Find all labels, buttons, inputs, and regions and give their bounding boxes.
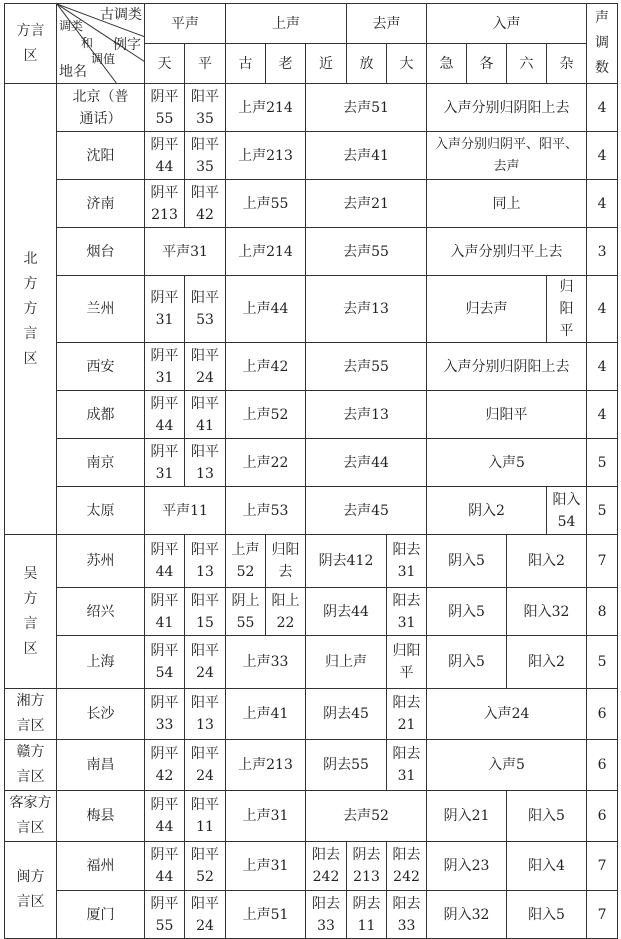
ru-cell: 归阳平 — [427, 391, 587, 439]
tone-count-cell: 4 — [587, 276, 618, 343]
ru-cell: 同上 — [427, 180, 587, 228]
ru-yang-cell: 阳入32 — [507, 588, 587, 636]
tone-count-cell: 7 — [587, 535, 618, 588]
corner-old-tone-class: 古调类 — [100, 7, 142, 23]
ru-yin-cell: 阴入23 — [427, 842, 507, 891]
place-name: 南昌 — [57, 740, 145, 791]
qu-yang-cell: 阳去21 — [387, 689, 427, 740]
qu-da-cell: 归阳平 — [387, 636, 427, 689]
place-name: 南京 — [57, 439, 145, 487]
qu-yin-cell: 阴去45 — [306, 689, 387, 740]
char-tian: 天 — [145, 44, 185, 84]
tone-count-cell: 5 — [587, 487, 618, 535]
shang-cell: 上声53 — [226, 487, 306, 535]
shang-gu-cell: 上声52 — [226, 535, 266, 588]
qu-fang-cell: 阴去213 — [347, 842, 387, 891]
region-north: 北方方言区 — [5, 84, 57, 535]
ping-cell: 平声11 — [145, 487, 226, 535]
ping-cell: 平声31 — [145, 228, 226, 276]
group-ru: 入声 — [427, 4, 587, 44]
qu-yin-cell: 阴去55 — [306, 740, 387, 791]
qu-yang-cell: 阳去31 — [387, 740, 427, 791]
ru-yin-cell: 阴入21 — [427, 791, 507, 842]
place-name: 上海 — [57, 636, 145, 689]
ru-cell: 入声24 — [427, 689, 587, 740]
place-name: 西安 — [57, 343, 145, 391]
tone-count-cell: 8 — [587, 588, 618, 636]
yinping-cell: 阴平41 — [145, 588, 185, 636]
shang-cell: 上声31 — [226, 842, 306, 891]
shang-cell: 上声44 — [226, 276, 306, 343]
tone-count-cell: 7 — [587, 842, 618, 891]
char-jin: 近 — [306, 44, 347, 84]
char-ji: 急 — [427, 44, 467, 84]
tone-count-cell: 6 — [587, 689, 618, 740]
tone-count-cell: 4 — [587, 180, 618, 228]
tone-count-cell: 5 — [587, 439, 618, 487]
qu-cell: 去声13 — [306, 391, 427, 439]
yinping-cell: 阴平44 — [145, 842, 185, 891]
yinping-cell: 阴平213 — [145, 180, 185, 228]
region-gan: 赣方言区 — [5, 740, 57, 791]
tone-count-cell: 7 — [587, 891, 618, 939]
qu-yin-cell: 阴去412 — [306, 535, 387, 588]
place-name: 长沙 — [57, 689, 145, 740]
yangping-cell: 阳平13 — [185, 535, 226, 588]
qu-cell: 去声21 — [306, 180, 427, 228]
group-qu: 去声 — [347, 4, 427, 44]
yangping-cell: 阳平24 — [185, 740, 226, 791]
place-name: 沈阳 — [57, 132, 145, 180]
region-min: 闽方言区 — [5, 842, 57, 939]
qu-cell: 去声45 — [306, 487, 427, 535]
ru-yang-cell: 阳入5 — [507, 791, 587, 842]
tone-count-cell: 4 — [587, 343, 618, 391]
ru-za-cell: 归阳平 — [547, 276, 587, 343]
place-name: 绍兴 — [57, 588, 145, 636]
ru-yin-cell: 阴入2 — [427, 487, 547, 535]
qu-cell: 去声44 — [306, 439, 427, 487]
ru-cell: 入声分别归平上去 — [427, 228, 587, 276]
corner-example-char: 例字 — [113, 37, 141, 53]
place-name: 苏州 — [57, 535, 145, 588]
place-name: 北京（普通话） — [57, 84, 145, 132]
qu-cell: 去声55 — [306, 228, 427, 276]
place-name: 福州 — [57, 842, 145, 891]
yangping-cell: 阳平42 — [185, 180, 226, 228]
yangping-cell: 阳平24 — [185, 891, 226, 939]
shang-cell: 上声51 — [226, 891, 306, 939]
shang-cell: 上声42 — [226, 343, 306, 391]
shang-cell: 上声55 — [226, 180, 306, 228]
yinping-cell: 阴平31 — [145, 343, 185, 391]
char-za: 杂 — [547, 44, 587, 84]
ru-cell: 入声5 — [427, 740, 587, 791]
corner-tone-class: 调类 — [59, 19, 84, 33]
char-da: 大 — [387, 44, 427, 84]
yangping-cell: 阳平35 — [185, 132, 226, 180]
group-ping: 平声 — [145, 4, 226, 44]
char-ping: 平 — [185, 44, 226, 84]
yangping-cell: 阳平24 — [185, 636, 226, 689]
shang-cell: 上声31 — [226, 791, 306, 842]
header-corner-cell — [57, 4, 145, 84]
tone-count-cell: 3 — [587, 228, 618, 276]
yangping-cell: 阳平15 — [185, 588, 226, 636]
region-hakka: 客家方言区 — [5, 791, 57, 842]
corner-and: 和 — [81, 36, 94, 50]
yinping-cell: 阴平31 — [145, 439, 185, 487]
ru-yang-cell: 阳入4 — [507, 842, 587, 891]
place-name: 厦门 — [57, 891, 145, 939]
tone-count-cell: 4 — [587, 391, 618, 439]
char-liu: 六 — [507, 44, 547, 84]
dialect-tone-table — [4, 3, 618, 939]
yangping-cell: 阳平13 — [185, 689, 226, 740]
place-name: 梅县 — [57, 791, 145, 842]
tone-count-cell: 4 — [587, 132, 618, 180]
place-name: 烟台 — [57, 228, 145, 276]
qu-cell: 去声55 — [306, 343, 427, 391]
yinping-cell: 阴平55 — [145, 891, 185, 939]
tone-count-cell: 6 — [587, 791, 618, 842]
ru-yang-cell: 阳入2 — [507, 535, 587, 588]
qu-jin-cell: 阳去242 — [306, 842, 347, 891]
yangping-cell: 阳平52 — [185, 842, 226, 891]
char-ge: 各 — [467, 44, 507, 84]
yinping-cell: 阴平44 — [145, 791, 185, 842]
shang-cell: 上声214 — [226, 228, 306, 276]
shang-cell: 上声22 — [226, 439, 306, 487]
shang-cell: 上声52 — [226, 391, 306, 439]
qu-cell: 去声51 — [306, 84, 427, 132]
yangping-cell: 阳平13 — [185, 439, 226, 487]
tone-count-cell: 4 — [587, 84, 618, 132]
place-name: 济南 — [57, 180, 145, 228]
yinping-cell: 阴平33 — [145, 689, 185, 740]
yangping-cell: 阳平41 — [185, 391, 226, 439]
place-name: 兰州 — [57, 276, 145, 343]
yinping-cell: 阴平44 — [145, 391, 185, 439]
ru-yin-cell: 阴入5 — [427, 636, 507, 689]
region-xiang: 湘方言区 — [5, 689, 57, 740]
header-tone-count: 声调数 — [587, 4, 618, 84]
char-lao: 老 — [266, 44, 306, 84]
shang-cell: 上声213 — [226, 740, 306, 791]
header-region: 方言区 — [5, 4, 57, 84]
ru-cell: 入声分别归阴阳上去 — [427, 343, 587, 391]
ru-yang-cell: 阳入54 — [547, 487, 587, 535]
char-fang: 放 — [347, 44, 387, 84]
ru-cell: 入声分别归阴平、阳平、去声 — [427, 132, 587, 180]
shang-cell: 上声41 — [226, 689, 306, 740]
qu-da-cell: 阳去242 — [387, 842, 427, 891]
yinping-cell: 阴平55 — [145, 84, 185, 132]
shang-cell: 上声33 — [226, 636, 306, 689]
corner-place-name: 地名 — [59, 64, 87, 80]
qu-fang-cell: 阴去11 — [347, 891, 387, 939]
yinping-cell: 阴平54 — [145, 636, 185, 689]
shang-cell: 上声213 — [226, 132, 306, 180]
qu-yang-cell: 阳去31 — [387, 535, 427, 588]
ru-cell: 入声分别归阴阳上去 — [427, 84, 587, 132]
shang-lao-cell: 归阳去 — [266, 535, 306, 588]
qu-jin-cell: 阳去33 — [306, 891, 347, 939]
ru-cell: 归去声 — [427, 276, 547, 343]
yangping-cell: 阳平24 — [185, 343, 226, 391]
ru-yin-cell: 阴入5 — [427, 535, 507, 588]
group-shang: 上声 — [226, 4, 347, 44]
ru-yin-cell: 阴入32 — [427, 891, 507, 939]
yinping-cell: 阴平44 — [145, 132, 185, 180]
yinping-cell: 阴平42 — [145, 740, 185, 791]
qu-cell: 去声41 — [306, 132, 427, 180]
qu-yang-cell: 阳去31 — [387, 588, 427, 636]
place-name: 成都 — [57, 391, 145, 439]
qu-yin-cell: 阴去44 — [306, 588, 387, 636]
yangping-cell: 阳平53 — [185, 276, 226, 343]
qu-da-cell: 阳去33 — [387, 891, 427, 939]
tone-count-cell: 6 — [587, 740, 618, 791]
qu-cell: 去声52 — [306, 791, 427, 842]
place-name: 太原 — [57, 487, 145, 535]
yinping-cell: 阴平31 — [145, 276, 185, 343]
shang-lao-cell: 阳上22 — [266, 588, 306, 636]
qu-jin-fang-cell: 归上声 — [306, 636, 387, 689]
region-wu: 吴方言区 — [5, 535, 57, 689]
ru-yang-cell: 阳入2 — [507, 636, 587, 689]
yinping-cell: 阴平44 — [145, 535, 185, 588]
corner-tone-value: 调值 — [91, 52, 116, 66]
yangping-cell: 阳平11 — [185, 791, 226, 842]
tone-count-cell: 5 — [587, 636, 618, 689]
shang-gu-cell: 阴上55 — [226, 588, 266, 636]
qu-cell: 去声13 — [306, 276, 427, 343]
shang-cell: 上声214 — [226, 84, 306, 132]
ru-cell: 入声5 — [427, 439, 587, 487]
ru-yang-cell: 阳入5 — [507, 891, 587, 939]
char-gu: 古 — [226, 44, 266, 84]
yangping-cell: 阳平35 — [185, 84, 226, 132]
ru-yin-cell: 阴入5 — [427, 588, 507, 636]
